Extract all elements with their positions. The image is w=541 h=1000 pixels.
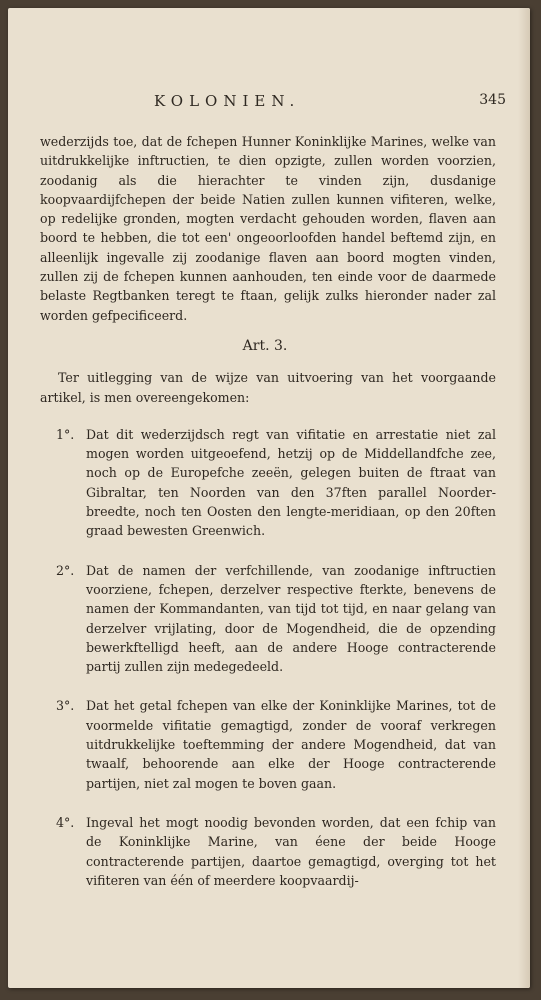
book-page	[8, 8, 530, 988]
body-text	[34, 132, 496, 910]
running-title: KOLONIEN.	[154, 92, 301, 110]
list-item-1	[34, 425, 496, 541]
article-intro: Ter uitlegging van de wijze van uitvoering van het voorgaande artikel, is men overeengekomen:	[40, 370, 496, 405]
item-number: 3°.	[56, 698, 75, 714]
item-text: Dat dit wederzijdsch regt van vifitatie en arrestatie niet zal mogen worden uitgeoefend, hetzij op de Middellandfche zee, noch op de Europefche zeeën, gelegen buiten de ftraat van Gibraltar, ten Noorden van den 37ften parallel Noorder-breedte, noch ten Oosten den lengte-meridiaan, op den 20ften graad bewesten Greenwich.	[86, 426, 496, 539]
item-text: Dat het getal fchepen van elke der Koninklijke Marines, tot de voormelde vifitatie gemagtigd, zonder de vooraf verkregen uitdrukkelijke toeftemming der andere Mogendheid, dat van twaalf, behoorende aan elke der Hooge contracterende partijen, niet zal mogen te boven gaan.	[86, 698, 496, 791]
item-text: Dat de namen der verfchillende, van zoodanige inftructien voorziene, fchepen, derzelver respective fterkte, benevens de namen der Kommandanten, van tijd tot tijd, en naar gelang van derzelver vrijlating, door de Mogendheid, die de opzending bewerkftelligd heeft, aan de andere Hooge contracterende partij zullen zijn medegedeeld.	[86, 562, 496, 675]
list-item-2	[34, 561, 496, 677]
page-number: 345	[479, 92, 506, 108]
page-header	[154, 92, 506, 116]
item-number: 4°.	[56, 814, 75, 830]
list-item-3	[34, 696, 496, 792]
article-heading: Art. 3.	[242, 337, 288, 354]
list-item-4	[34, 813, 496, 890]
page-edge-shadow	[518, 8, 530, 988]
item-number: 2°.	[56, 562, 75, 578]
paragraph-1: wederzijds toe, dat de fchepen Hunner Koninklijke Marines, welke van uitdrukkelijke inftructien, te dien opzigte, zullen worden voorzien, zoodanig als die hierachter te vinden zijn, dusdanige koopvaardijfchepen der beide Natien zullen kunnen vifiteren, welke, op redelijke gronden, mogten verdacht gehouden worden, flaven aan boord te hebben, die tot een' ongeoorloofden handel beftemd zijn, en alleenlijk ingevalle zij zoodanige flaven aan boord mogten vinden, zullen zij de fchepen kunnen aanhouden, ten einde voor de daarmede belaste Regtbanken teregt te ftaan, gelijk zulks hieronder nader zal worden gefpecificeerd.	[40, 134, 496, 323]
item-number: 1°.	[56, 426, 75, 442]
item-text: Ingeval het mogt noodig bevonden worden, dat een fchip van de Koninklijke Marine, van éene der beide Hooge contracterende partijen, daartoe gemagtigd, overging tot het vifiteren van één of meerdere koopvaardij-	[86, 814, 496, 888]
